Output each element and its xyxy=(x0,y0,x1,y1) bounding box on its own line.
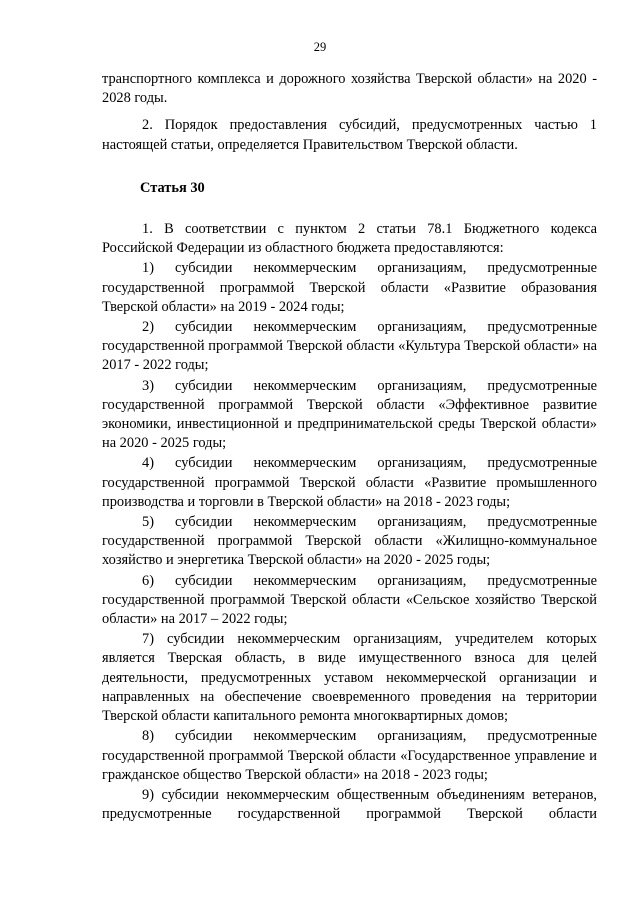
list-item-8: 8) субсидии некоммерческим организациям, предусмотренные государственной программой Тверской области «Государственное управление и гражданское общество Тверской области» на 2018 - 2023 годы; xyxy=(102,728,597,783)
list-item-5: 5) субсидии некоммерческим организациям, предусмотренные государственной программой Тверской области «Жилищно-коммунальное хозяйство и энергетика Тверской области» на 2020 - 2025 годы; xyxy=(102,514,597,569)
article-heading: Статья 30 xyxy=(140,179,205,196)
list-item-1: 1) субсидии некоммерческим организациям, предусмотренные государственной программой Тверской области «Развитие образования Тверской области» на 2019 - 2024 годы; xyxy=(102,260,597,315)
list-item-2: 2) субсидии некоммерческим организациям, предусмотренные государственной программой Тверской области «Культура Тверской области» на 2017 - 2022 годы; xyxy=(102,319,597,374)
list-item-9: 9) субсидии некоммерческим общественным объединениям ветеранов, предусмотренные государственной программой Тверской области xyxy=(102,786,597,823)
list-item-6: 6) субсидии некоммерческим организациям, предусмотренные государственной программой Тверской области «Сельское хозяйство Тверской области» на 2017 – 2022 годы; xyxy=(102,572,597,628)
list-item-7: 7) субсидии некоммерческим организациям, учредителем которых является Тверская область, в виде имущественного взноса для целей деятельности, предусмотренных уставом некоммерческой организации и направленных на обеспечение своевременного проведения на территории Тверской области капитального ремонта многоквартирных домов; xyxy=(102,631,597,725)
list-item-4: 4) субсидии некоммерческим организациям, предусмотренные государственной программой Тверской области «Развитие промышленного производства и торговли в Тверской области» на 2018 - 2023 годы; xyxy=(102,455,597,510)
article-intro: 1. В соответствии с пунктом 2 статьи 78.1 Бюджетного кодекса Российской Федерации из областного бюджета предоставляются: xyxy=(102,221,597,257)
intro-paragraph: транспортного комплекса и дорожного хозяйства Тверской области» на 2020 - 2028 годы. xyxy=(102,71,597,107)
list-item-3: 3) субсидии некоммерческим организациям, предусмотренные государственной программой Тверской области «Эффективное развитие экономики, инвестиционной и предпринимательской среды Тверской области» на 2020 - 2025 годы; xyxy=(102,377,597,452)
paragraph-2: 2. Порядок предоставления субсидий, предусмотренных частью 1 настоящей статьи, определяется Правительством Тверской области. xyxy=(102,117,597,153)
page-number: 29 xyxy=(313,40,327,54)
document-body xyxy=(102,70,597,824)
